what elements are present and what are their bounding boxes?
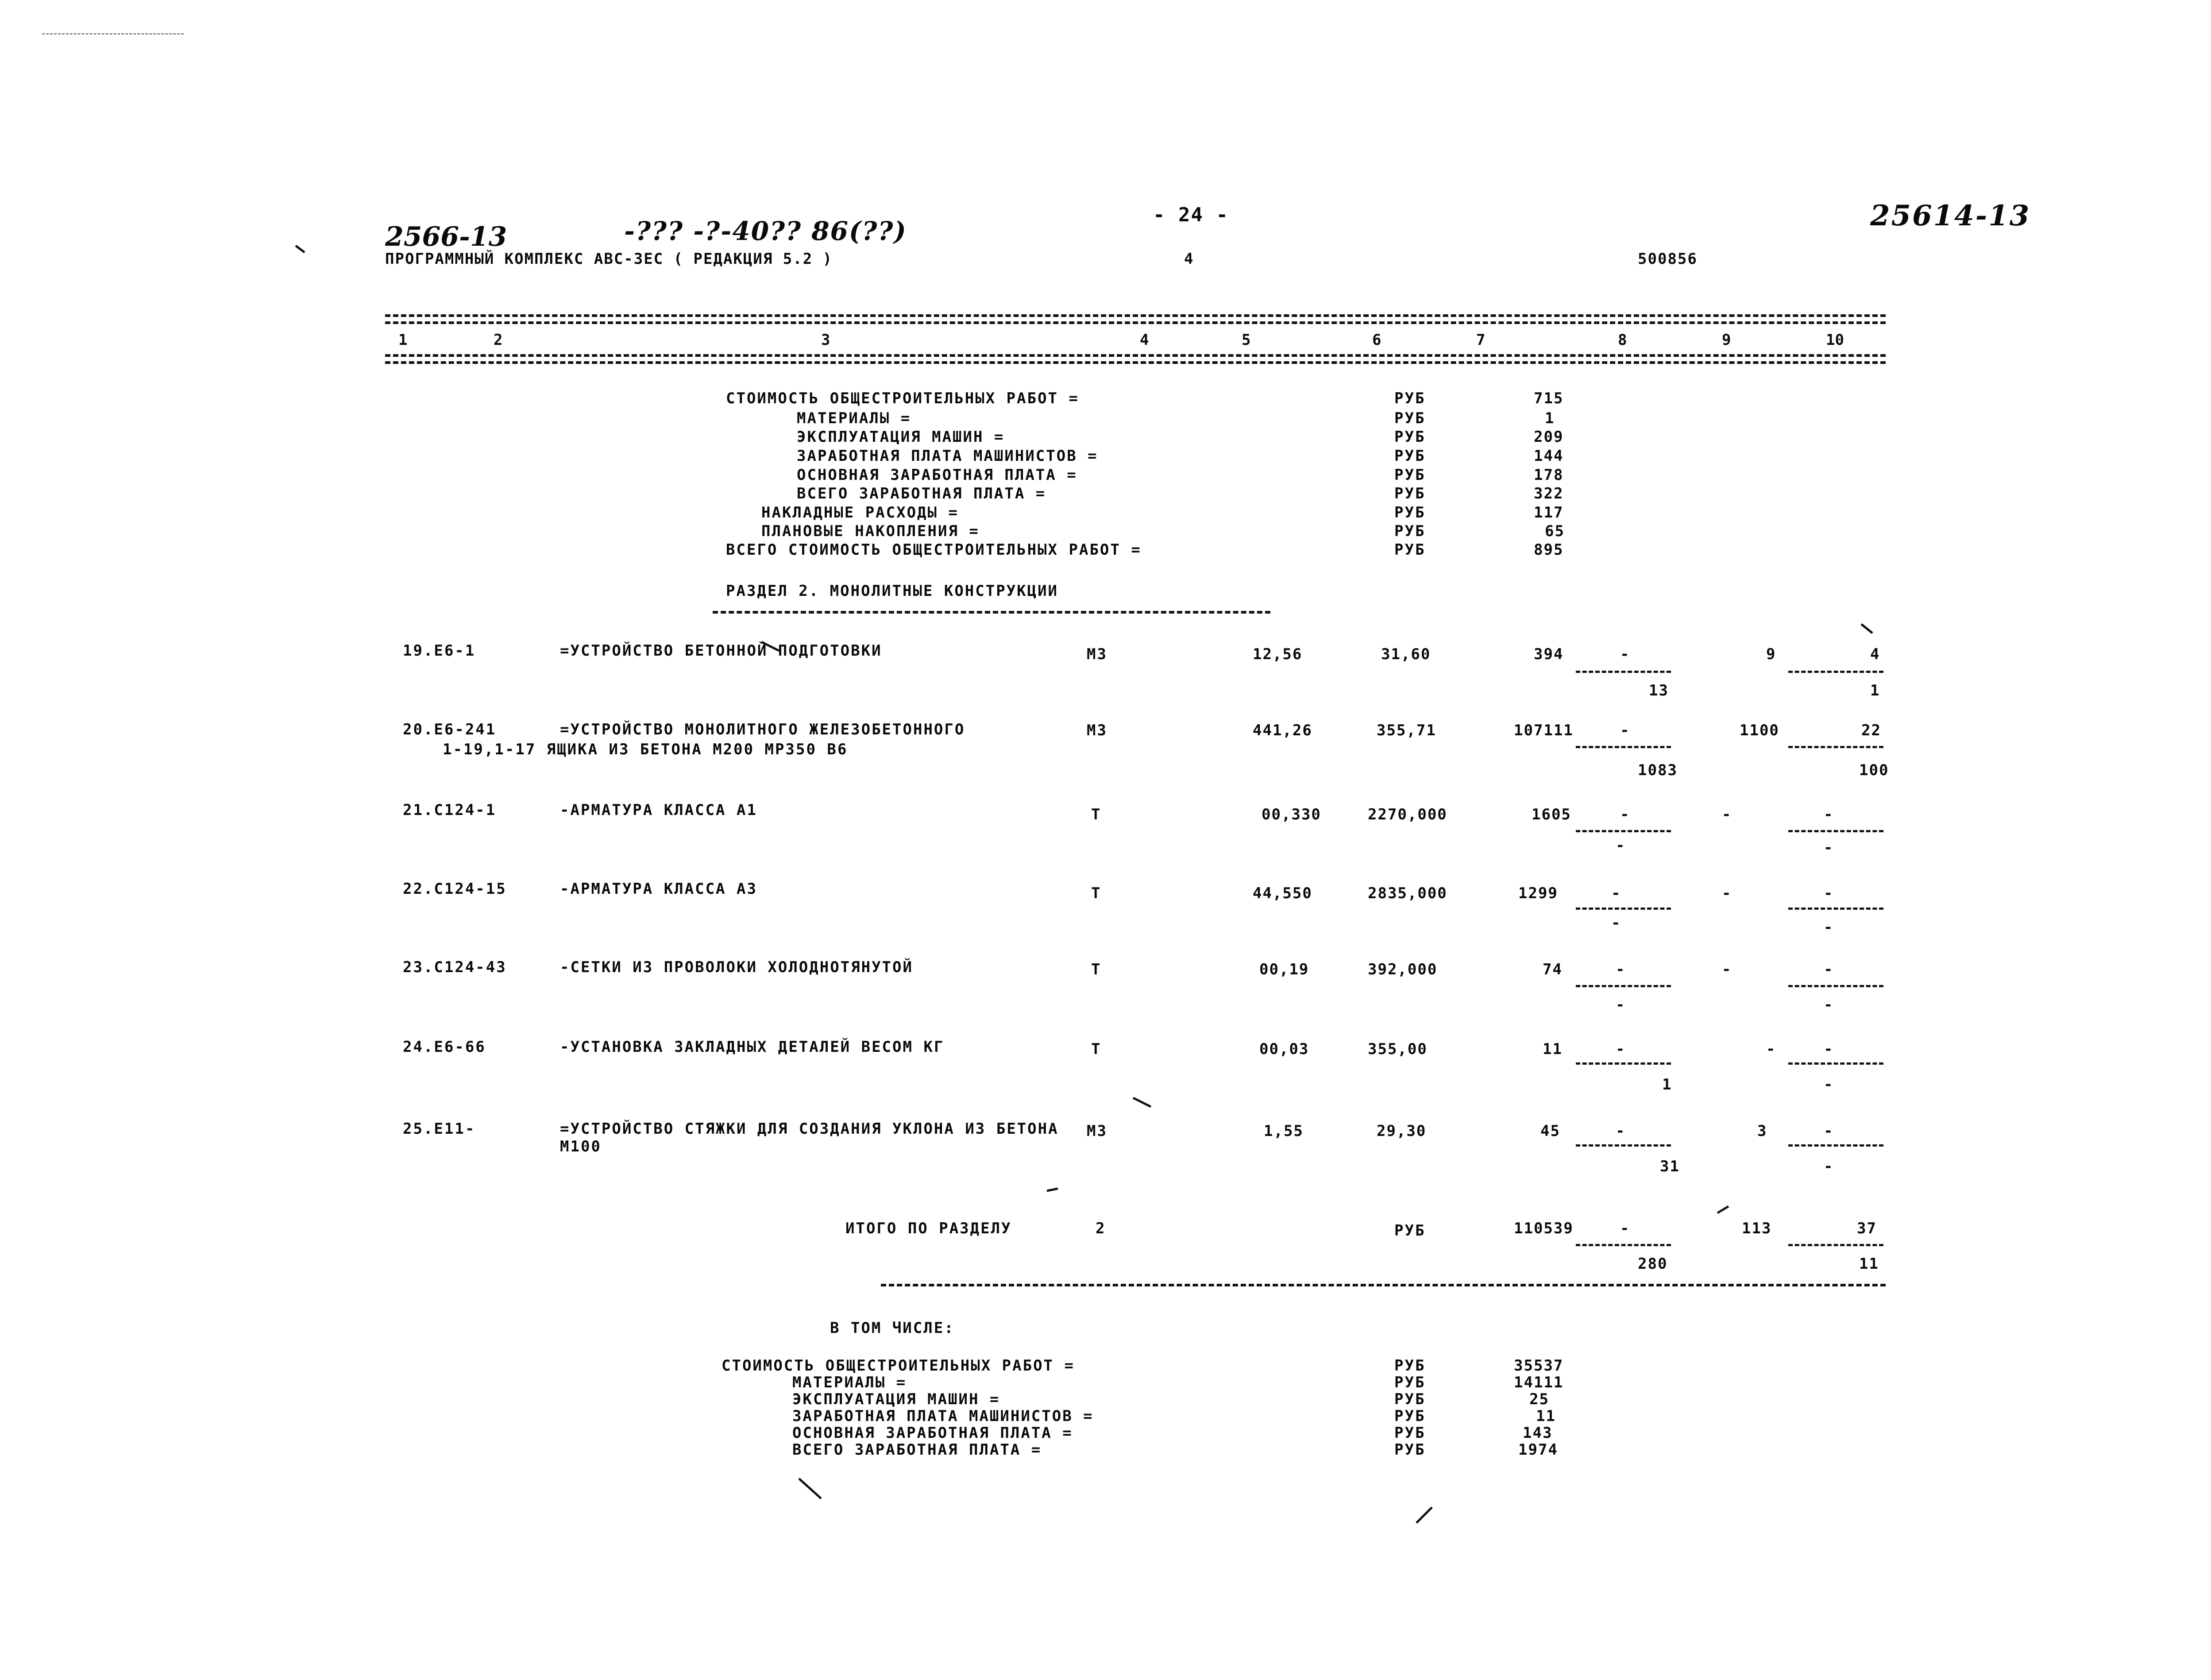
item-c10b: 100 — [1859, 761, 1889, 779]
item-total: 11 — [1543, 1040, 1563, 1058]
item-desc: -УСТАНОВКА ЗАКЛАДНЫХ ДЕТАЛЕЙ ВЕСОМ КГ — [560, 1038, 945, 1056]
handwritten-scribble: -??? -?-40?? 86(??) — [624, 216, 907, 246]
noise-stroke — [1133, 1098, 1151, 1107]
item-c9: 1100 — [1740, 722, 1779, 739]
item-qty: 44,550 — [1253, 884, 1312, 902]
item-c10: - — [1824, 884, 1834, 902]
item-desc: -АРМАТУРА КЛАССА А3 — [560, 880, 757, 898]
breakdown-label: ЗАРАБОТНАЯ ПЛАТА МАШИНИСТОВ = — [792, 1407, 1094, 1425]
item-c8b: 31 — [1660, 1158, 1680, 1175]
summary-value: 895 — [1534, 541, 1564, 559]
item-code: 24.Е6-66 — [403, 1038, 486, 1056]
summary-label: ЭКСПЛУАТАЦИЯ МАШИН = — [797, 428, 1005, 446]
item-c8b: 1083 — [1638, 761, 1678, 779]
breakdown-label: ЭКСПЛУАТАЦИЯ МАШИН = — [792, 1390, 1000, 1408]
item-desc: -СЕТКИ ИЗ ПРОВОЛОКИ ХОЛОДНОТЯНУТОЙ — [560, 958, 913, 976]
breakdown-unit: РУБ — [1394, 1441, 1426, 1459]
item-c10b: - — [1824, 996, 1834, 1014]
item-total: 107111 — [1514, 722, 1574, 739]
item-c9: 3 — [1757, 1122, 1767, 1140]
item-c8: - — [1620, 806, 1630, 823]
summary-unit: РУБ — [1394, 447, 1426, 465]
noise-stroke — [296, 246, 305, 252]
column-8: 8 — [1618, 331, 1627, 349]
item-unit: Т — [1091, 884, 1102, 902]
breakdown-unit: РУБ — [1394, 1374, 1426, 1391]
item-code: 25.Е11- — [403, 1120, 476, 1138]
column-5: 5 — [1242, 331, 1251, 349]
item-c10: 22 — [1861, 722, 1881, 739]
noise-stroke — [761, 642, 779, 651]
item-qty: 1,55 — [1264, 1122, 1304, 1140]
summary-value: 144 — [1534, 447, 1564, 465]
item-c8b: 1 — [1662, 1076, 1672, 1093]
item-c10: 4 — [1870, 645, 1880, 663]
item-unit: М3 — [1087, 722, 1107, 739]
section-total-c8b: 280 — [1638, 1255, 1668, 1273]
item-total: 394 — [1534, 645, 1564, 663]
summary-unit: РУБ — [1394, 541, 1426, 559]
summary-value: 715 — [1534, 390, 1564, 407]
item-unit: Т — [1091, 806, 1102, 823]
section-title: РАЗДЕЛ 2. МОНОЛИТНЫЕ КОНСТРУКЦИИ — [726, 582, 1059, 600]
item-c8: - — [1616, 1040, 1626, 1058]
item-unit: Т — [1091, 961, 1102, 978]
summary-label: ЗАРАБОТНАЯ ПЛАТА МАШИНИСТОВ = — [797, 447, 1098, 465]
item-total: 74 — [1543, 961, 1563, 978]
noise-stroke — [1717, 1206, 1729, 1213]
breakdown-value: 25 — [1529, 1390, 1549, 1408]
item-qty: 00,19 — [1259, 961, 1309, 978]
summary-label: ВСЕГО ЗАРАБОТНАЯ ПЛАТА = — [797, 485, 1046, 502]
item-c10: - — [1824, 1040, 1834, 1058]
right-code: 500856 — [1638, 250, 1698, 268]
software-line: ПРОГРАММНЫЙ КОМПЛЕКС АВС-3ЕС ( РЕДАКЦИЯ 5.2 ) — [385, 250, 833, 268]
item-unit: М3 — [1087, 1122, 1107, 1140]
summary-value: 322 — [1534, 485, 1564, 502]
summary-unit: РУБ — [1394, 485, 1426, 502]
column-10: 10 — [1826, 331, 1844, 349]
breakdown-value: 14111 — [1514, 1374, 1564, 1391]
breakdown-value: 35537 — [1514, 1357, 1564, 1375]
item-c8: - — [1616, 1122, 1626, 1140]
breakdown-value: 1974 — [1518, 1441, 1558, 1459]
mid-mark: 4 — [1184, 250, 1194, 268]
page-number: - 24 - — [1153, 204, 1229, 226]
summary-label: ВСЕГО СТОИМОСТЬ ОБЩЕСТРОИТЕЛЬНЫХ РАБОТ = — [726, 541, 1142, 559]
item-code: 19.Е6-1 — [403, 642, 476, 660]
item-c10b: - — [1824, 1076, 1834, 1093]
summary-unit: РУБ — [1394, 428, 1426, 446]
item-qty: 00,330 — [1262, 806, 1321, 823]
item-desc2: М100 — [560, 1138, 602, 1155]
item-desc: =УСТРОЙСТВО МОНОЛИТНОГО ЖЕЛЕЗОБЕТОННОГО — [560, 721, 965, 738]
item-total: 1605 — [1532, 806, 1571, 823]
item-c10: - — [1824, 1122, 1834, 1140]
summary-label: МАТЕРИАЛЫ = — [797, 409, 911, 427]
section-total-c9: 113 — [1742, 1220, 1772, 1237]
section-total-c8: - — [1620, 1220, 1630, 1237]
summary-label: ПЛАНОВЫЕ НАКОПЛЕНИЯ = — [761, 522, 980, 540]
section-total-label: ИТОГО ПО РАЗДЕЛУ — [845, 1220, 1012, 1237]
item-c10b: - — [1824, 839, 1834, 857]
breakdown-unit: РУБ — [1394, 1390, 1426, 1408]
item-c9: - — [1722, 961, 1732, 978]
summary-label: СТОИМОСТЬ ОБЩЕСТРОИТЕЛЬНЫХ РАБОТ = — [726, 390, 1079, 407]
item-code: 23.С124-43 — [403, 958, 507, 976]
item-c8b: 13 — [1649, 682, 1669, 699]
item-c8: - — [1611, 884, 1621, 902]
item-price: 392,000 — [1368, 961, 1438, 978]
item-c8: - — [1620, 722, 1630, 739]
item-c10b: - — [1824, 1158, 1834, 1175]
item-code: 22.С124-15 — [403, 880, 507, 898]
summary-unit: РУБ — [1394, 409, 1426, 427]
stamp-number: 25614-13 — [1870, 199, 2031, 232]
summary-value: 65 — [1545, 522, 1565, 540]
column-2: 2 — [494, 331, 503, 349]
item-price: 2270,000 — [1368, 806, 1447, 823]
section-total-unit: РУБ — [1394, 1222, 1426, 1240]
breakdown-label: ОСНОВНАЯ ЗАРАБОТНАЯ ПЛАТА = — [792, 1424, 1073, 1442]
noise-stroke — [1047, 1189, 1058, 1191]
summary-label: ОСНОВНАЯ ЗАРАБОТНАЯ ПЛАТА = — [797, 466, 1077, 484]
doc-code-handwritten: 2566-13 — [385, 221, 507, 252]
item-c10: - — [1824, 806, 1834, 823]
item-c9: - — [1722, 884, 1732, 902]
noise-stroke — [1861, 624, 1872, 633]
section-total-c10b: 11 — [1859, 1255, 1879, 1273]
item-c8b: - — [1611, 914, 1621, 932]
item-price: 29,30 — [1377, 1122, 1427, 1140]
item-code: 20.Е6-241 — [403, 721, 497, 738]
breakdown-unit: РУБ — [1394, 1424, 1426, 1442]
item-code: 21.С124-1 — [403, 801, 497, 819]
column-3: 3 — [821, 331, 830, 349]
section-total-c10: 37 — [1857, 1220, 1877, 1237]
breakdown-value: 143 — [1523, 1424, 1553, 1442]
column-6: 6 — [1372, 331, 1381, 349]
summary-value: 117 — [1534, 504, 1564, 521]
item-total: 1299 — [1518, 884, 1558, 902]
item-desc: =УСТРОЙСТВО БЕТОННОЙ ПОДГОТОВКИ — [560, 642, 882, 660]
item-desc2: 1-19,1-17 ЯЩИКА ИЗ БЕТОНА М200 МРЗ50 В6 — [443, 741, 848, 758]
item-price: 355,00 — [1368, 1040, 1428, 1058]
summary-unit: РУБ — [1394, 466, 1426, 484]
noise-stroke — [799, 1479, 821, 1498]
section-total-mark: 2 — [1096, 1220, 1106, 1237]
breakdown-label: МАТЕРИАЛЫ = — [792, 1374, 907, 1391]
item-c8: - — [1616, 961, 1626, 978]
summary-value: 178 — [1534, 466, 1564, 484]
breakdown-heading: В ТОМ ЧИСЛЕ: — [830, 1319, 955, 1337]
item-c8b: - — [1616, 996, 1626, 1014]
item-total: 45 — [1540, 1122, 1560, 1140]
item-c9: - — [1766, 1040, 1776, 1058]
breakdown-unit: РУБ — [1394, 1407, 1426, 1425]
item-price: 31,60 — [1381, 645, 1431, 663]
item-qty: 00,03 — [1259, 1040, 1309, 1058]
item-qty: 441,26 — [1253, 722, 1312, 739]
column-9: 9 — [1722, 331, 1731, 349]
column-1: 1 — [398, 331, 408, 349]
item-qty: 12,56 — [1253, 645, 1303, 663]
item-price: 2835,000 — [1368, 884, 1447, 902]
breakdown-unit: РУБ — [1394, 1357, 1426, 1375]
noise-stroke — [1416, 1507, 1432, 1523]
column-7: 7 — [1476, 331, 1486, 349]
summary-unit: РУБ — [1394, 390, 1426, 407]
summary-label: НАКЛАДНЫЕ РАСХОДЫ = — [761, 504, 959, 521]
item-unit: Т — [1091, 1040, 1102, 1058]
item-unit: М3 — [1087, 645, 1107, 663]
item-c8b: - — [1616, 837, 1626, 854]
summary-unit: РУБ — [1394, 504, 1426, 521]
breakdown-value: 11 — [1536, 1407, 1556, 1425]
breakdown-label: СТОИМОСТЬ ОБЩЕСТРОИТЕЛЬНЫХ РАБОТ = — [722, 1357, 1075, 1375]
item-c8: - — [1620, 645, 1630, 663]
summary-unit: РУБ — [1394, 522, 1426, 540]
item-c9: - — [1722, 806, 1732, 823]
item-c10b: 1 — [1870, 682, 1880, 699]
item-c10: - — [1824, 961, 1834, 978]
section-total-value: 110539 — [1514, 1220, 1574, 1237]
summary-value: 1 — [1545, 409, 1555, 427]
item-desc: =УСТРОЙСТВО СТЯЖКИ ДЛЯ СОЗДАНИЯ УКЛОНА ИЗ БЕТОНА — [560, 1120, 1059, 1138]
column-4: 4 — [1140, 331, 1149, 349]
item-desc: -АРМАТУРА КЛАССА А1 — [560, 801, 757, 819]
item-c10b: - — [1824, 919, 1834, 936]
item-price: 355,71 — [1377, 722, 1436, 739]
item-c9: 9 — [1766, 645, 1776, 663]
summary-value: 209 — [1534, 428, 1564, 446]
breakdown-label: ВСЕГО ЗАРАБОТНАЯ ПЛАТА = — [792, 1441, 1042, 1459]
